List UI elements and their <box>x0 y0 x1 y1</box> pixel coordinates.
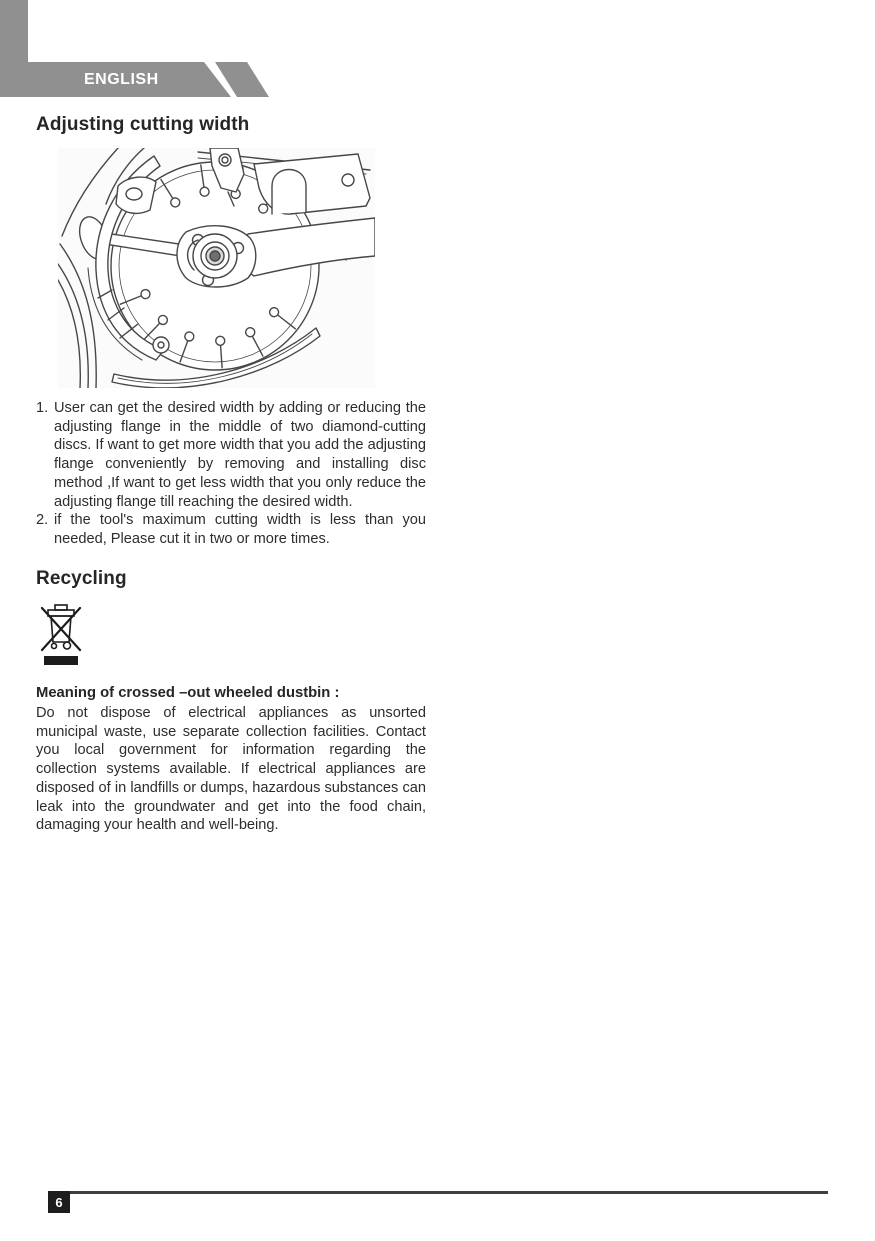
list-item <box>36 511 426 548</box>
list-item-text: if the tool's maximum cutting width is less than you needed, Please cut it in two or more times. <box>54 512 426 547</box>
section-title-adjusting-cutting-width: Adjusting cutting width <box>36 114 250 135</box>
page-number-badge: 6 <box>48 1191 70 1213</box>
language-banner-label: ENGLISH <box>84 71 159 88</box>
list-item-text: User can get the desired width by adding or reducing the adjusting flange in the middle of two diamond-cutting discs. If want to get more width that you add the adjusting flange conveniently by removing and installing disc method ,If want to get less width that you only reduce the adjusting flange till reaching the desired width. <box>54 400 426 510</box>
cutting-disc-drawing <box>58 148 375 388</box>
footer-rule <box>70 1191 828 1194</box>
weee-crossed-out-wheeled-dustbin-icon <box>40 602 82 673</box>
instruction-list <box>36 399 426 549</box>
section-title-recycling: Recycling <box>36 568 127 589</box>
recycling-body-text: Do not dispose of electrical appliances as unsorted municipal waste, use separate collection facilities. Contact you local government for information regarding the collection systems available. If electrical appliances are disposed of in landfills or dumps, hazardous substances can leak into the groundwater and get into the food chain, damaging your health and well-being. <box>36 705 426 834</box>
cutting-width-illustration <box>58 148 375 388</box>
list-item <box>36 399 426 511</box>
list-item-number: 1. <box>36 400 49 416</box>
dustbin-meaning-heading: Meaning of crossed –out wheeled dustbin : <box>36 685 340 701</box>
list-item-number: 2. <box>36 512 49 529</box>
